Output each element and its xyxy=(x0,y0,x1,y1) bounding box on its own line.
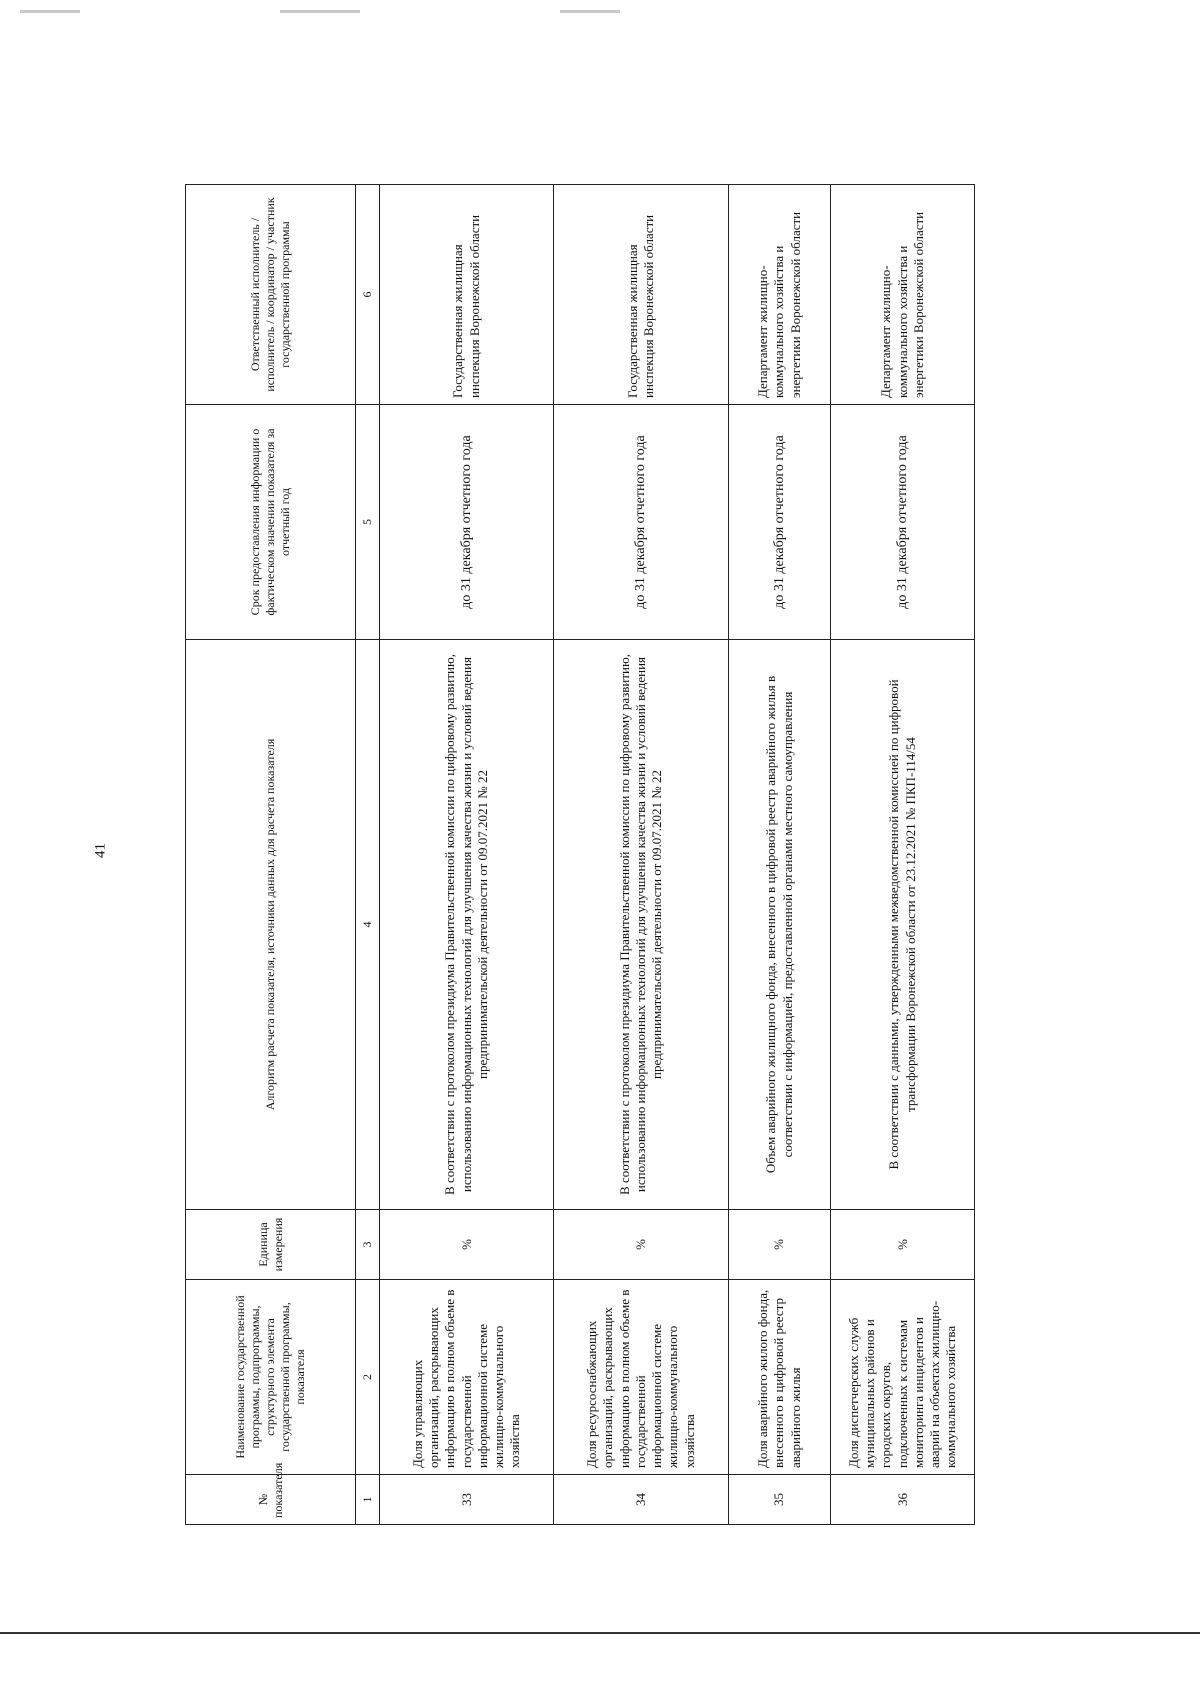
table-row xyxy=(728,185,831,1525)
header-indicator-number: № показателя xyxy=(186,1475,356,1525)
page-number: 41 xyxy=(92,843,109,858)
scan-mark xyxy=(20,10,80,13)
deadline-cell: до 31 декабря отчетного года xyxy=(554,405,728,640)
unit-cell: % xyxy=(831,1210,975,1280)
header-unit: Единица измерения xyxy=(186,1210,356,1280)
responsible-cell: Государственная жилищная инспекция Воронежской области xyxy=(554,185,728,405)
responsible-cell: Департамент жилищно-коммунального хозяйства и энергетики Воронежской области xyxy=(728,185,831,405)
column-number-row xyxy=(356,185,380,1525)
header-deadline: Срок предоставления информации о фактическом значении показателя за отчетный год xyxy=(186,405,356,640)
header-responsible: Ответственный исполнитель / исполнитель / координатор / участник государственной программы xyxy=(186,185,356,405)
indicator-name: Доля диспетчерских служб муниципальных районов и городских округов, подключенных к системам мониторинга инцидентов и аварий на объектах жилищно-коммунального хозяйства xyxy=(831,1280,975,1475)
header-algorithm: Алгоритм расчета показателя, источники данных для расчета показателя xyxy=(186,640,356,1210)
column-number: 4 xyxy=(356,640,380,1210)
unit-cell: % xyxy=(380,1210,554,1280)
responsible-cell: Государственная жилищная инспекция Воронежской области xyxy=(380,185,554,405)
deadline-cell: до 31 декабря отчетного года xyxy=(831,405,975,640)
responsible-cell: Департамент жилищно-коммунального хозяйства и энергетики Воронежской области xyxy=(831,185,975,405)
deadline-cell: до 31 декабря отчетного года xyxy=(380,405,554,640)
column-number: 5 xyxy=(356,405,380,640)
indicator-name: Доля ресурсоснабжающих организаций, раскрывающих информацию в полном объеме в государственной информационной системе жилищно-коммунального хозяйства xyxy=(554,1280,728,1475)
indicator-number: 36 xyxy=(831,1475,975,1525)
header-program-name: Наименование государственной программы, подпрограммы, структурного элемента государственной программы, показателя xyxy=(186,1280,356,1475)
column-number: 2 xyxy=(356,1280,380,1475)
indicator-table xyxy=(185,184,975,1525)
indicator-number: 35 xyxy=(728,1475,831,1525)
rotated-table-container xyxy=(185,185,975,1525)
indicator-number: 33 xyxy=(380,1475,554,1525)
scan-mark xyxy=(560,10,620,13)
algorithm-cell: Объем аварийного жилищного фонда, внесенного в цифровой реестр аварийного жилья в соответствии с информацией, предоставленной органами местного самоуправления xyxy=(728,640,831,1210)
algorithm-cell: В соответствии с протоколом президиума Правительственной комиссии по цифровому развитию, использованию информационных технологий для улучшения качества жизни и условий ведения предпринимательской деятельности от 09.07.2021 № 22 xyxy=(554,640,728,1210)
table-row xyxy=(831,185,975,1525)
table-row xyxy=(554,185,728,1525)
column-number: 1 xyxy=(356,1475,380,1525)
indicator-name: Доля аварийного жилого фонда, внесенного в цифровой реестр аварийного жилья xyxy=(728,1280,831,1475)
unit-cell: % xyxy=(728,1210,831,1280)
indicator-name: Доля управляющих организаций, раскрывающих информацию в полном объеме в государственной информационной системе жилищно-коммунального хозяйства xyxy=(380,1280,554,1475)
column-number: 3 xyxy=(356,1210,380,1280)
indicator-number: 34 xyxy=(554,1475,728,1525)
table-header-row xyxy=(186,185,356,1525)
algorithm-cell: В соответствии с данными, утвержденными межведомственной комиссией по цифровой трансформации Воронежской области от 23.12.2021 № ПКП-114/54 xyxy=(831,640,975,1210)
table-row xyxy=(380,185,554,1525)
unit-cell: % xyxy=(554,1210,728,1280)
algorithm-cell: В соответствии с протоколом президиума Правительственной комиссии по цифровому развитию, использованию информационных технологий для улучшения качества жизни и условий ведения предпринимательской деятельности от 09.07.2021 № 22 xyxy=(380,640,554,1210)
deadline-cell: до 31 декабря отчетного года xyxy=(728,405,831,640)
column-number: 6 xyxy=(356,185,380,405)
page-bottom-rule xyxy=(0,1632,1200,1634)
scan-mark xyxy=(280,10,360,13)
